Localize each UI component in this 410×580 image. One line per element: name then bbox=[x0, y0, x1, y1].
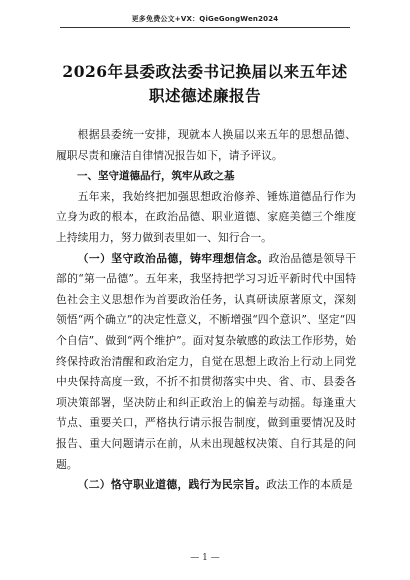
subsection-2-text: 政法工作的本质是 bbox=[266, 478, 353, 492]
subsection-2-paragraph bbox=[56, 475, 356, 496]
subsection-1-paragraph bbox=[56, 249, 356, 476]
intro-paragraph: 根据县委统一安排，现就本人换届以来五年的思想品德、履职尽责和廉洁自律情况报告如下，请予评议。 bbox=[56, 128, 356, 162]
section-1-heading: 一、坚守道德品行，筑牢从政之基 bbox=[77, 170, 235, 183]
document-title bbox=[40, 60, 370, 108]
subsection-1-text: 政治品德是领导干部的“第一品德”。五年来，我坚持把学习习近平新时代中国特色社会主义思想作为首要政治任务，认真研读原著原文，深刻领悟“两个确立”的决定性意义，不断增强“四个意识”、坚定“四个自信”、做到“两个维护”。面对复杂敏感的政法工作形势，始终保持政治清醒和政治定力，自觉在思想上政治上行动上同党中央保持高度一致，不折不扣贯彻落实中央、省、市、县委各项决策部署，坚决防止和纠正政治上的偏差与动摇。每逢重大节点、重要关口，严格执行请示报告制度，做到重要情况及时报告、重大问题请示在前，从未出现越权决策、自行其是的问题。 bbox=[56, 251, 356, 471]
header-divider bbox=[60, 27, 350, 28]
section-1-paragraph: 五年来，我始终把加强思想政治修养、锤炼道德品行作为立身为政的根本，在政治品德、职业道德、家庭美德三个维度上持续用力，努力做到表里如一、知行合一。 bbox=[56, 189, 356, 244]
title-line-1: 2026年县委政法委书记换届以来五年述 bbox=[62, 62, 348, 81]
subsection-1-heading: （一）坚守政治品德，铸牢理想信念。 bbox=[77, 251, 269, 265]
document-body bbox=[56, 125, 356, 496]
page-number: — 1 — bbox=[190, 553, 220, 563]
subsection-2-heading: （二）恪守职业道德，践行为民宗旨。 bbox=[77, 478, 267, 492]
header-note: 更多免费公文+VX：QiGeGongWen2024 bbox=[131, 15, 279, 23]
title-line-2: 职述德述廉报告 bbox=[148, 86, 261, 105]
